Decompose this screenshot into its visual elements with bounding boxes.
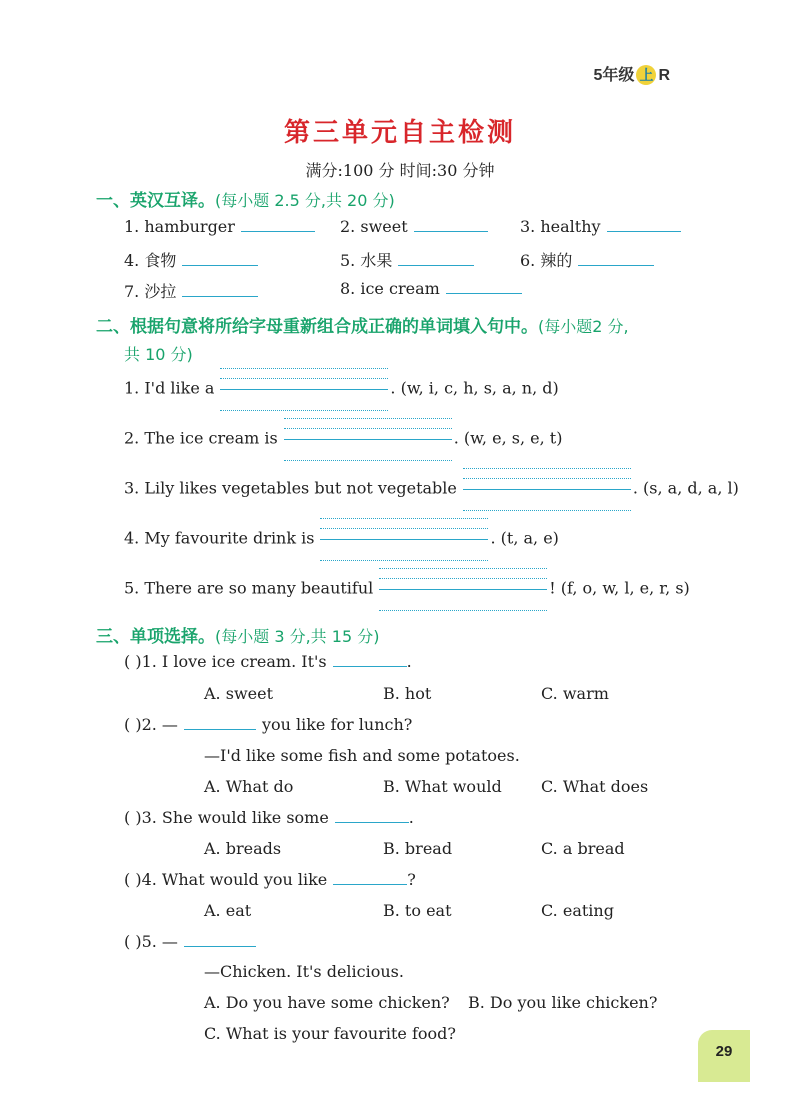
option-a[interactable]: A. sweet [204, 684, 273, 703]
s2-item-5: 5. There are so many beautiful ! (f, o, w, l, e, r, s) [124, 566, 690, 612]
section3-title: 三、单项选择。 [96, 627, 215, 647]
answer-blank[interactable] [182, 295, 258, 297]
option-a[interactable]: A. breads [204, 839, 282, 858]
option-c[interactable]: C. warm [541, 684, 609, 703]
mc-question-5: ( )5. — [124, 932, 256, 951]
dialog-reply: —Chicken. It's delicious. [204, 962, 404, 981]
answer-blank[interactable] [578, 264, 654, 266]
writing-line[interactable] [284, 416, 452, 462]
s1-item-2 [340, 217, 488, 236]
s2-item-3: 3. Lily likes vegetables but not vegetable . (s, a, d, a, l) [124, 466, 739, 512]
s1-item-text: 1. hamburger [124, 217, 235, 236]
s1-item-8 [340, 279, 522, 298]
option-a[interactable]: A. What do [204, 777, 294, 796]
answer-paren[interactable]: ( ) [124, 870, 142, 889]
option-b[interactable]: B. to eat [383, 901, 452, 920]
s1-item-text: 5. 水果 [340, 251, 393, 270]
answer-blank[interactable] [333, 883, 407, 885]
writing-line[interactable] [220, 366, 388, 412]
section3-heading [96, 622, 379, 647]
score-time-info: 满分:100 分 时间:30 分钟 [305, 161, 495, 180]
answer-blank[interactable] [335, 821, 409, 823]
grade-label [594, 62, 670, 85]
option-b[interactable]: B. hot [383, 684, 432, 703]
section1-heading [96, 186, 395, 211]
page-title: 第三单元自主检测 [283, 118, 516, 148]
answer-paren[interactable]: ( ) [124, 932, 142, 951]
grade-volume-badge: 上 [636, 65, 656, 85]
s2-item-1: 1. I'd like a . (w, i, c, h, s, a, n, d) [124, 366, 559, 412]
mc-question-2: ( )2. — you like for lunch? [124, 715, 413, 734]
page-number: 29 [698, 1030, 750, 1082]
grade-prefix: 5年级 [593, 67, 635, 84]
s2-item-4: 4. My favourite drink is . (t, a, e) [124, 516, 559, 562]
s1-item-6 [520, 248, 654, 271]
section1-title: 一、英汉互译。 [96, 191, 215, 211]
section2-heading [96, 312, 629, 337]
s1-item-text: 6. 辣的 [520, 251, 573, 270]
answer-blank[interactable] [414, 230, 488, 232]
answer-blank[interactable] [398, 264, 474, 266]
s1-item-text: 3. healthy [520, 217, 601, 236]
answer-blank[interactable] [333, 665, 407, 667]
answer-paren[interactable]: ( ) [124, 715, 142, 734]
option-c[interactable]: C. a bread [541, 839, 625, 858]
s2-item-2: 2. The ice cream is . (w, e, s, e, t) [124, 416, 562, 462]
section2-note: (每小题2 分, [538, 317, 629, 336]
s1-item-text: 8. ice cream [340, 279, 440, 298]
section1-note: (每小题 2.5 分,共 20 分) [215, 191, 395, 210]
section3-note: (每小题 3 分,共 15 分) [215, 627, 380, 646]
option-b[interactable]: B. Do you like chicken? [468, 993, 658, 1012]
dialog-reply: —I'd like some fish and some potatoes. [204, 746, 520, 765]
answer-blank[interactable] [607, 230, 681, 232]
s1-item-1 [124, 217, 315, 236]
writing-line[interactable] [379, 566, 547, 612]
answer-paren[interactable]: ( ) [124, 652, 142, 671]
option-a[interactable]: A. Do you have some chicken? [204, 993, 450, 1012]
section2-note-cont: 共 10 分) [124, 345, 193, 364]
option-b[interactable]: B. bread [383, 839, 453, 858]
option-c[interactable]: C. eating [541, 901, 614, 920]
answer-paren[interactable]: ( ) [124, 808, 142, 827]
s1-item-text: 2. sweet [340, 217, 408, 236]
mc-question-3: ( )3. She would like some . [124, 808, 414, 827]
writing-line[interactable] [320, 516, 488, 562]
s1-item-text: 7. 沙拉 [124, 282, 177, 301]
s1-item-text: 4. 食物 [124, 251, 177, 270]
s1-item-7 [124, 279, 258, 302]
answer-blank[interactable] [184, 945, 256, 947]
answer-blank[interactable] [184, 728, 256, 730]
s1-item-3 [520, 217, 681, 236]
mc-question-1: ( )1. I love ice cream. It's . [124, 652, 412, 671]
mc-question-4: ( )4. What would you like ? [124, 870, 416, 889]
writing-line[interactable] [463, 466, 631, 512]
answer-blank[interactable] [241, 230, 315, 232]
option-a[interactable]: A. eat [204, 901, 252, 920]
s1-item-4 [124, 248, 258, 271]
answer-blank[interactable] [446, 292, 522, 294]
answer-blank[interactable] [182, 264, 258, 266]
option-c[interactable]: C. What does [541, 777, 649, 796]
section2-title: 二、根据句意将所给字母重新组合成正确的单词填入句中。 [96, 317, 538, 337]
option-b[interactable]: B. What would [383, 777, 502, 796]
grade-edition: R [658, 67, 670, 84]
s1-item-5 [340, 248, 474, 271]
option-c[interactable]: C. What is your favourite food? [204, 1024, 456, 1043]
